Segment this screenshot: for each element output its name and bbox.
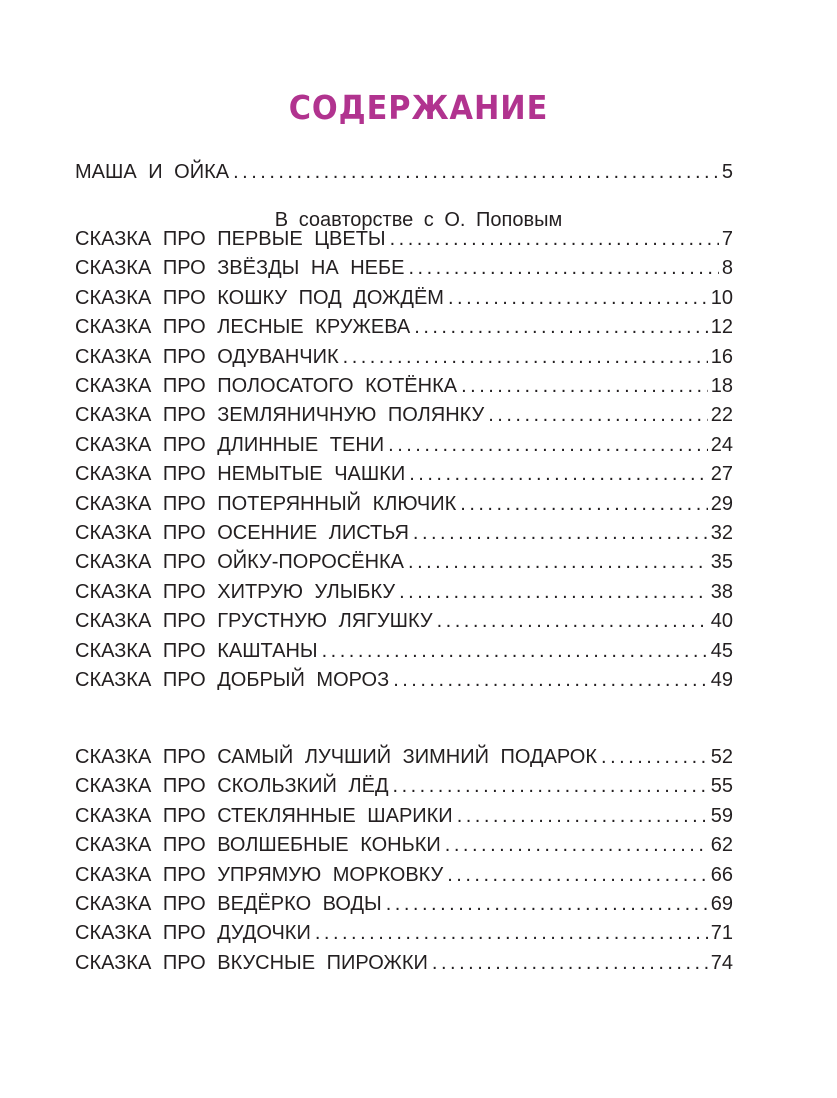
toc-entry [75, 830, 733, 860]
toc-entry [75, 430, 733, 460]
toc-entry-page: 52 [710, 746, 733, 768]
dot-leader [448, 283, 708, 313]
toc-entry [75, 283, 733, 313]
dot-leader [447, 860, 708, 890]
dot-leader [233, 157, 719, 187]
toc-entry [75, 253, 733, 283]
toc-entry [75, 459, 733, 489]
toc-entry-label: СКАЗКА ПРО ОДУВАНЧИК [75, 345, 339, 368]
toc-entry-label: СКАЗКА ПРО ПОТЕРЯННЫЙ КЛЮЧИК [75, 492, 457, 515]
toc-entry [75, 371, 733, 401]
toc-entry-label: СКАЗКА ПРО ХИТРУЮ УЛЫБКУ [75, 580, 396, 603]
dot-leader [390, 224, 719, 254]
toc-entry-page: 66 [710, 863, 733, 886]
toc-entry-page: 49 [710, 669, 733, 691]
toc-entry [75, 489, 733, 519]
toc-entry-page: 18 [710, 375, 733, 397]
toc-entry-label: СКАЗКА ПРО ЗВЁЗДЫ НА НЕБЕ [75, 257, 405, 280]
dot-leader [414, 312, 707, 342]
toc-entry [75, 771, 733, 801]
toc-entry [75, 342, 733, 372]
dot-leader [393, 771, 708, 801]
toc-entry-page: 8 [721, 257, 733, 280]
toc-entry-label: СКАЗКА ПРО ГРУСТНУЮ ЛЯГУШКУ [75, 610, 433, 633]
toc-entry [75, 577, 733, 607]
toc-entry-page: 29 [710, 492, 733, 515]
toc-entry-page: 40 [710, 610, 733, 633]
toc-entry [75, 312, 733, 342]
toc-entry-label: СКАЗКА ПРО ЗЕМЛЯНИЧНУЮ ПОЛЯНКУ [75, 404, 485, 427]
toc-entry [75, 801, 733, 831]
dot-leader [437, 606, 708, 636]
dot-leader [388, 430, 708, 460]
toc-entry-label: СКАЗКА ПРО ДЛИННЫЕ ТЕНИ [75, 433, 385, 456]
toc-entry-page: 10 [710, 286, 733, 309]
dot-leader [457, 801, 708, 831]
toc-entry-label: СКАЗКА ПРО ВЕДЁРКО ВОДЫ [75, 893, 382, 915]
toc-entry-label: СКАЗКА ПРО ВОЛШЕБНЫЕ КОНЬКИ [75, 834, 441, 857]
dot-leader [408, 547, 708, 577]
toc-entry-label: СКАЗКА ПРО КАШТАНЫ [75, 639, 318, 662]
toc-entry-page: 12 [710, 316, 733, 339]
dot-leader [315, 918, 708, 948]
toc-entry-label: СКАЗКА ПРО САМЫЙ ЛУЧШИЙ ЗИМНИЙ ПОДАРОК [75, 746, 598, 768]
toc-entry [75, 918, 733, 948]
toc-entry-page: 16 [710, 345, 733, 368]
dot-leader [386, 889, 708, 919]
toc-entry-label: СКАЗКА ПРО УПРЯМУЮ МОРКОВКУ [75, 863, 444, 886]
dot-leader [460, 489, 707, 519]
toc-entry-label: СКАЗКА ПРО ВКУСНЫЕ ПИРОЖКИ [75, 951, 428, 974]
dot-leader [393, 665, 708, 695]
toc-entry-page: 22 [710, 404, 733, 427]
dot-leader [408, 253, 718, 283]
toc-entry-label: СКАЗКА ПРО ОСЕННИЕ ЛИСТЬЯ [75, 522, 409, 544]
toc-entry [75, 518, 733, 548]
toc-entry-page: 32 [710, 522, 733, 544]
toc-entry-page: 27 [710, 463, 733, 486]
dot-leader [322, 636, 708, 666]
toc-entry [75, 157, 733, 187]
dot-leader [461, 371, 708, 401]
toc-entry-label: СКАЗКА ПРО ПОЛОСАТОГО КОТЁНКА [75, 375, 458, 397]
dot-leader [399, 577, 708, 607]
toc-entry-label: СКАЗКА ПРО ДУДОЧКИ [75, 922, 311, 945]
toc-entry-page: 59 [710, 804, 733, 827]
toc-entry-label: СКАЗКА ПРО ПЕРВЫЕ ЦВЕТЫ [75, 228, 386, 250]
toc-entry-page: 55 [710, 775, 733, 798]
toc-entry-label: СКАЗКА ПРО НЕМЫТЫЕ ЧАШКИ [75, 463, 406, 486]
toc-entry-page: 24 [710, 433, 733, 456]
subtitle: В соавторстве с О. Поповым [274, 209, 563, 231]
toc-entry [75, 606, 733, 636]
dot-leader [445, 830, 708, 860]
toc-entry-label: СКАЗКА ПРО КОШКУ ПОД ДОЖДЁМ [75, 286, 444, 309]
toc-entry-page: 35 [710, 551, 733, 574]
toc-entry [75, 860, 733, 890]
toc-entry [75, 224, 733, 254]
toc-entry [75, 665, 733, 695]
toc-entry [75, 742, 733, 772]
toc-entry-page: 7 [721, 228, 733, 250]
toc-entry-label: СКАЗКА ПРО ДОБРЫЙ МОРОЗ [75, 669, 390, 691]
toc-entry [75, 400, 733, 430]
toc-entry-page: 69 [710, 893, 733, 915]
toc-entry-page: 74 [710, 951, 733, 974]
page-title: СОДЕРЖАНИЕ [288, 88, 549, 127]
toc-entry-label: СКАЗКА ПРО СКОЛЬЗКИЙ ЛЁД [75, 775, 389, 798]
toc-entry [75, 948, 733, 978]
dot-leader [488, 400, 708, 430]
dot-leader [343, 342, 708, 372]
toc-entry [75, 547, 733, 577]
dot-leader [409, 459, 708, 489]
toc-entry-page: 62 [710, 834, 733, 857]
toc-entry-label: СКАЗКА ПРО ОЙКУ-ПОРОСЁНКА [75, 551, 405, 574]
toc-entry-label: СКАЗКА ПРО СТЕКЛЯННЫЕ ШАРИКИ [75, 804, 453, 827]
toc-entry [75, 636, 733, 666]
toc-entry-page: 71 [710, 922, 733, 945]
dot-leader [432, 948, 708, 978]
toc-entry-label: СКАЗКА ПРО ЛЕСНЫЕ КРУЖЕВА [75, 316, 411, 339]
dot-leader [413, 518, 708, 548]
toc-entry [75, 889, 733, 919]
toc-entry-page: 5 [721, 161, 733, 183]
toc-entry-label: МАША И ОЙКА [75, 161, 230, 183]
toc-entry-page: 45 [710, 639, 733, 662]
dot-leader [601, 742, 708, 772]
toc-entry-page: 38 [710, 580, 733, 603]
